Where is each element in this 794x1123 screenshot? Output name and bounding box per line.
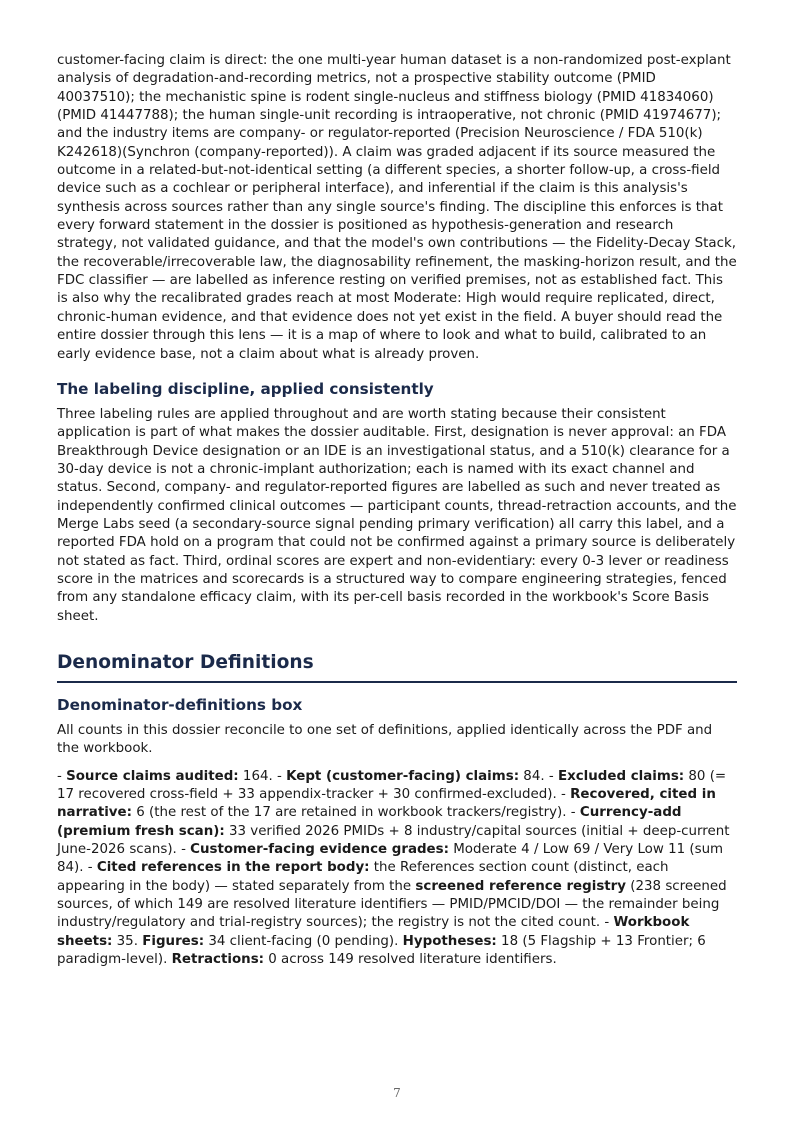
labeling-paragraph: Three labeling rules are applied throughout and are worth stating because their consistent application is part of what makes the dossier auditable. First, designation is never approval: an FDA Breakthrough Device designation or an IDE is an investigational status, and a 510(k) clearance for a 30-day device is not a chronic-implant authorization; each is named with its exact channel and status. Second, company- and regulator-reported figures are labelled as such and never treated as independently confirmed clinical outcomes — participant counts, thread-retraction accounts, and the Merge Labs seed (a secondary-source signal pending primary verification) all carry this label, and a reported FDA hold on a program that could not be confirmed against a primary source is deliberately not stated as fact. Third, ordinal scores are expert and non-evidentiary: every 0-3 lever or readiness score in the matrices and scorecards is a structured way to compare engineering strategies, fenced from any standalone efficacy claim, with its per-cell basis recorded in the workbook's Score Basis sheet. — [57, 406, 737, 624]
denominator-item: - Kept (customer-facing) claims: 84. — [277, 768, 549, 784]
denominator-intro: All counts in this dossier reconcile to one set of definitions, applied identically across the PDF and the workbook. — [57, 722, 713, 757]
denominator-list — [57, 768, 737, 970]
denominator-item: Figures: 34 client-facing (0 pending). — [142, 933, 403, 949]
denominator-box-heading: Denominator-definitions box — [57, 695, 303, 714]
page-number: 7 — [393, 1086, 401, 1100]
denominator-item: - Customer-facing evidence grades: Moderate 4 / Low 69 / Very Low 11 (sum 84). — [57, 842, 724, 876]
denominator-item: Hypotheses: 18 (5 Flagship + 13 Frontier; 6 paradigm-level). — [57, 933, 706, 968]
document-page — [57, 52, 737, 969]
denominator-item: Retractions: 0 across 149 resolved literature identifiers. — [171, 952, 557, 968]
section-title: Denominator Definitions — [57, 650, 737, 683]
denominator-item: - Excluded claims: 80 (= 17 recovered cross-field + 33 appendix-tracker + 30 confirmed-excluded). — [57, 768, 727, 802]
denominator-item: - Cited references in the report body: the References section count (distinct, each appearing in the body) — stated separately from the — [57, 860, 669, 894]
denominator-item: - Recovered, cited in narrative: 6 (the rest of the 17 are retained in workbook trackers/registry). — [57, 787, 716, 821]
denominator-item: screened reference registry (238 screened sources, of which 149 are resolved literature identifiers — PMID/PMCID/DOI — the remainder being industry/regulatory and trial-registry sources); the registry is not the cited count. — [57, 878, 727, 931]
denominator-item: - Workbook sheets: 35. — [57, 915, 690, 949]
intro-paragraph: customer-facing claim is direct: the one multi-year human dataset is a non-randomized post-explant analysis of degradation-and-recording metrics, not a prospective stability outcome (PMID 40037510); the mechanistic spine is rodent single-nucleus and stiffness biology (PMID 41834060) (PMID 41447788); the human single-unit recording is intraoperative, not chronic (PMID 41974677); and the industry items are company- or regulator-reported (Precision Neuroscience / FDA 510(k) K242618)(Synchron (company-reported)). A claim was graded adjacent if its source measured the outcome in a related-but-not-identical setting (a different species, a shorter follow-up, a cross-field device such as a cochlear or peripheral interface), and inferential if the claim is this analysis's synthesis across sources rather than any single source's finding. The discipline this enforces is that every forward statement in the dossier is positioned as hypothesis-generation and research strategy, not validated guidance, and that the model's own contributions — the Fidelity-Decay Stack, the recoverable/irrecoverable law, the diagnosability refinement, the masking-horizon result, and the FDC classifier — are labelled as inference resting on verified premises, not as established fact. This is also why the recalibrated grades reach at most Moderate: High would require replicated, direct, chronic-human evidence, and that evidence does not yet exist in the field. A buyer should read the entire dossier through this lens — it is a map of where to look and what to build, calibrated to an early evidence base, not a claim about what is already proven. — [57, 53, 737, 362]
denominator-item: - Currency-add (premium fresh scan): 33 verified 2026 PMIDs + 8 industry/capital sources (initial + deep-current June-2026 scans). — [57, 805, 730, 858]
labeling-heading: The labeling discipline, applied consistently — [57, 379, 434, 398]
denominator-item: - Source claims audited: 164. — [57, 768, 277, 784]
